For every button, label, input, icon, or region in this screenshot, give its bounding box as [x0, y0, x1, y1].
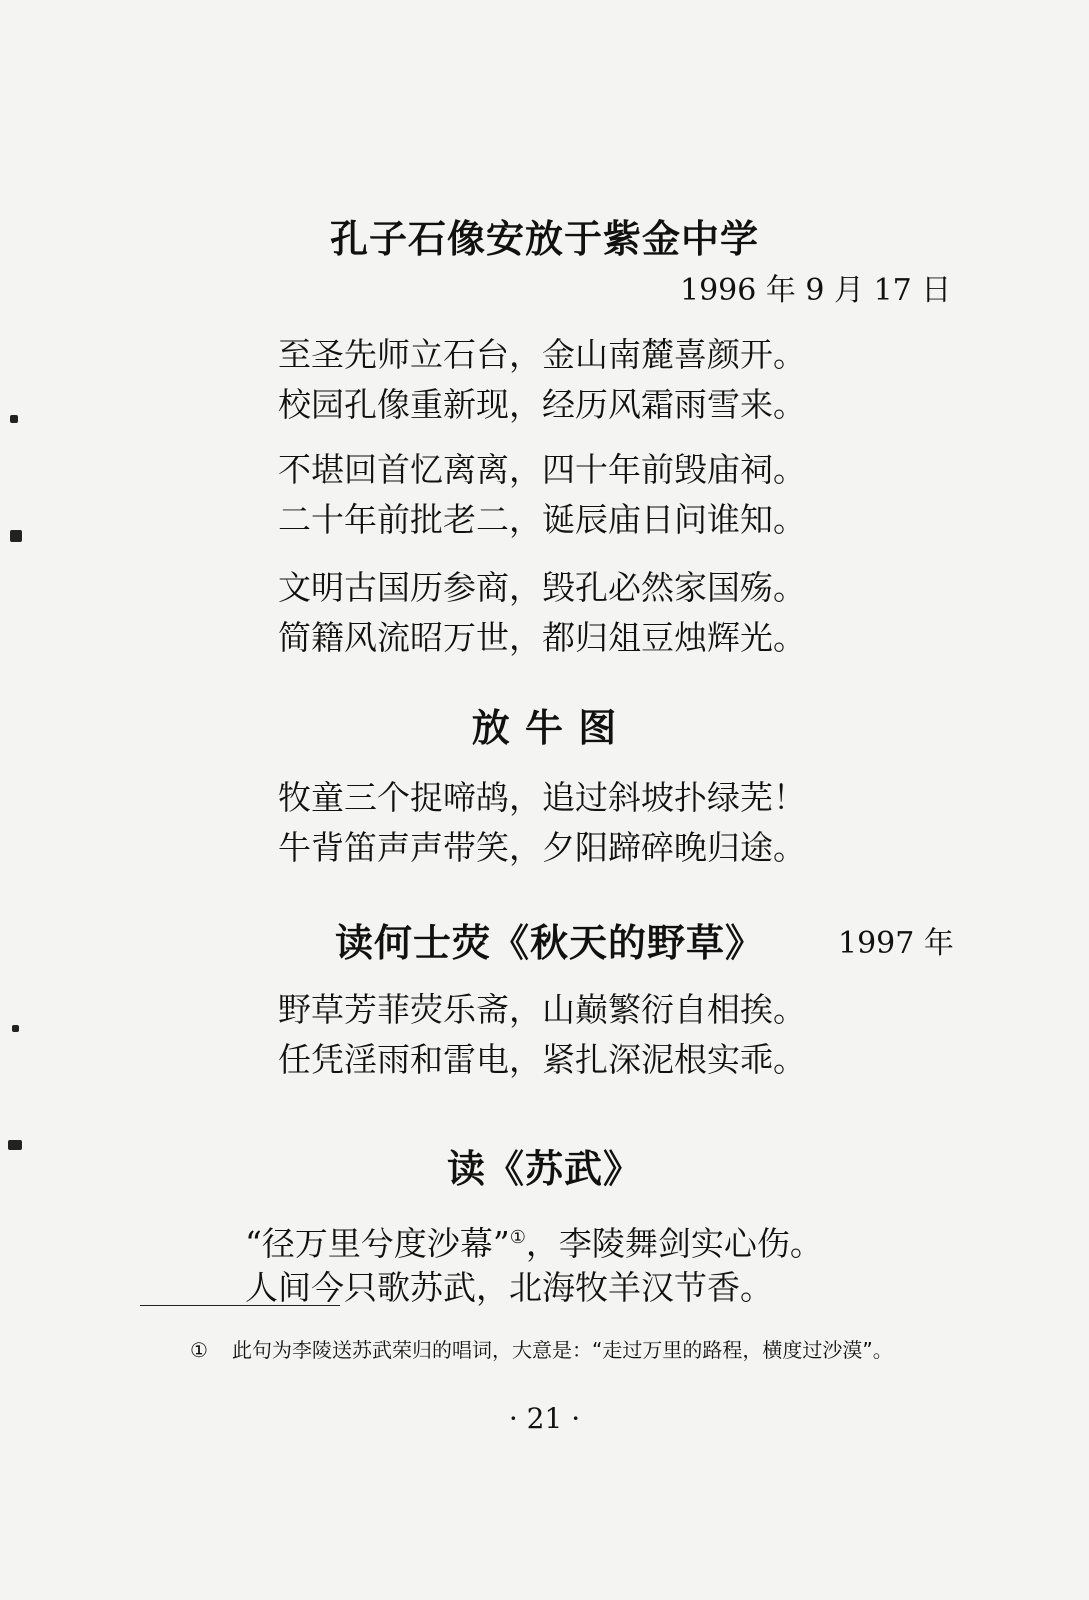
- line-continuation: ，李陵舞剑实心伤。: [525, 1224, 823, 1263]
- poem-line: [245, 1213, 823, 1263]
- poem-line: 牧童三个捉啼鸪，追过斜坡扑绿芜！: [278, 778, 806, 817]
- scan-speck: [8, 1140, 22, 1150]
- poem-title-herding-cattle: 放 牛 图: [471, 706, 618, 750]
- scan-speck: [12, 1025, 19, 1032]
- poem-line: 人间今只歌苏武，北海牧羊汉节香。: [245, 1268, 773, 1307]
- poem-line: 二十年前批老二，诞辰庙日问谁知。: [278, 500, 806, 539]
- poem-line: 校园孔像重新现，经历风霜雨雪来。: [278, 385, 806, 424]
- poem-stanza: [245, 1213, 823, 1313]
- poem-date: 1997 年: [838, 926, 954, 961]
- poem-stanza: [278, 773, 806, 873]
- poem-line: 不堪回首忆离离，四十年前毁庙祠。: [278, 450, 806, 489]
- poem-title-autumn-grass: 读何士荧《秋天的野草》: [335, 921, 765, 965]
- footnote-ref: ①: [509, 1227, 526, 1248]
- poem-line: 至圣先师立石台，金山南麓喜颜开。: [278, 335, 806, 374]
- poem-line: 文明古国历参商，毁孔必然家国殇。: [278, 568, 806, 607]
- footnote-divider: [140, 1305, 340, 1306]
- page-number: · 21 ·: [508, 1402, 581, 1435]
- scan-speck: [10, 530, 22, 542]
- poem-date: 1996 年 9 月 17 日: [680, 273, 952, 308]
- poem-stanza: [278, 445, 806, 545]
- poem-line: 任凭淫雨和雷电，紧扎深泥根实乖。: [278, 1040, 806, 1079]
- footnote-text: 此句为李陵送苏武荣归的唱词，大意是：“走过万里的路程，横度过沙漠”。: [232, 1338, 893, 1362]
- footnote: [190, 1335, 960, 1365]
- scan-speck: [10, 415, 18, 423]
- poem-stanza: [278, 563, 806, 663]
- footnote-marker: ①: [190, 1338, 208, 1362]
- poem-stanza: [278, 985, 806, 1085]
- poem-title-su-wu: 读《苏武》: [446, 1147, 642, 1191]
- poem-line: 简籍风流昭万世，都归俎豆烛辉光。: [278, 618, 806, 657]
- poem-stanza: [278, 330, 806, 430]
- poem-title-confucius-statue: 孔子石像安放于紫金中学: [329, 217, 759, 261]
- poem-line: 牛背笛声声带笑，夕阳蹄碎晚归途。: [278, 828, 806, 867]
- poem-line: 野草芳菲荧乐斋，山巅繁衍自相挨。: [278, 990, 806, 1029]
- quoted-line: “径万里兮度沙幕”: [245, 1224, 510, 1263]
